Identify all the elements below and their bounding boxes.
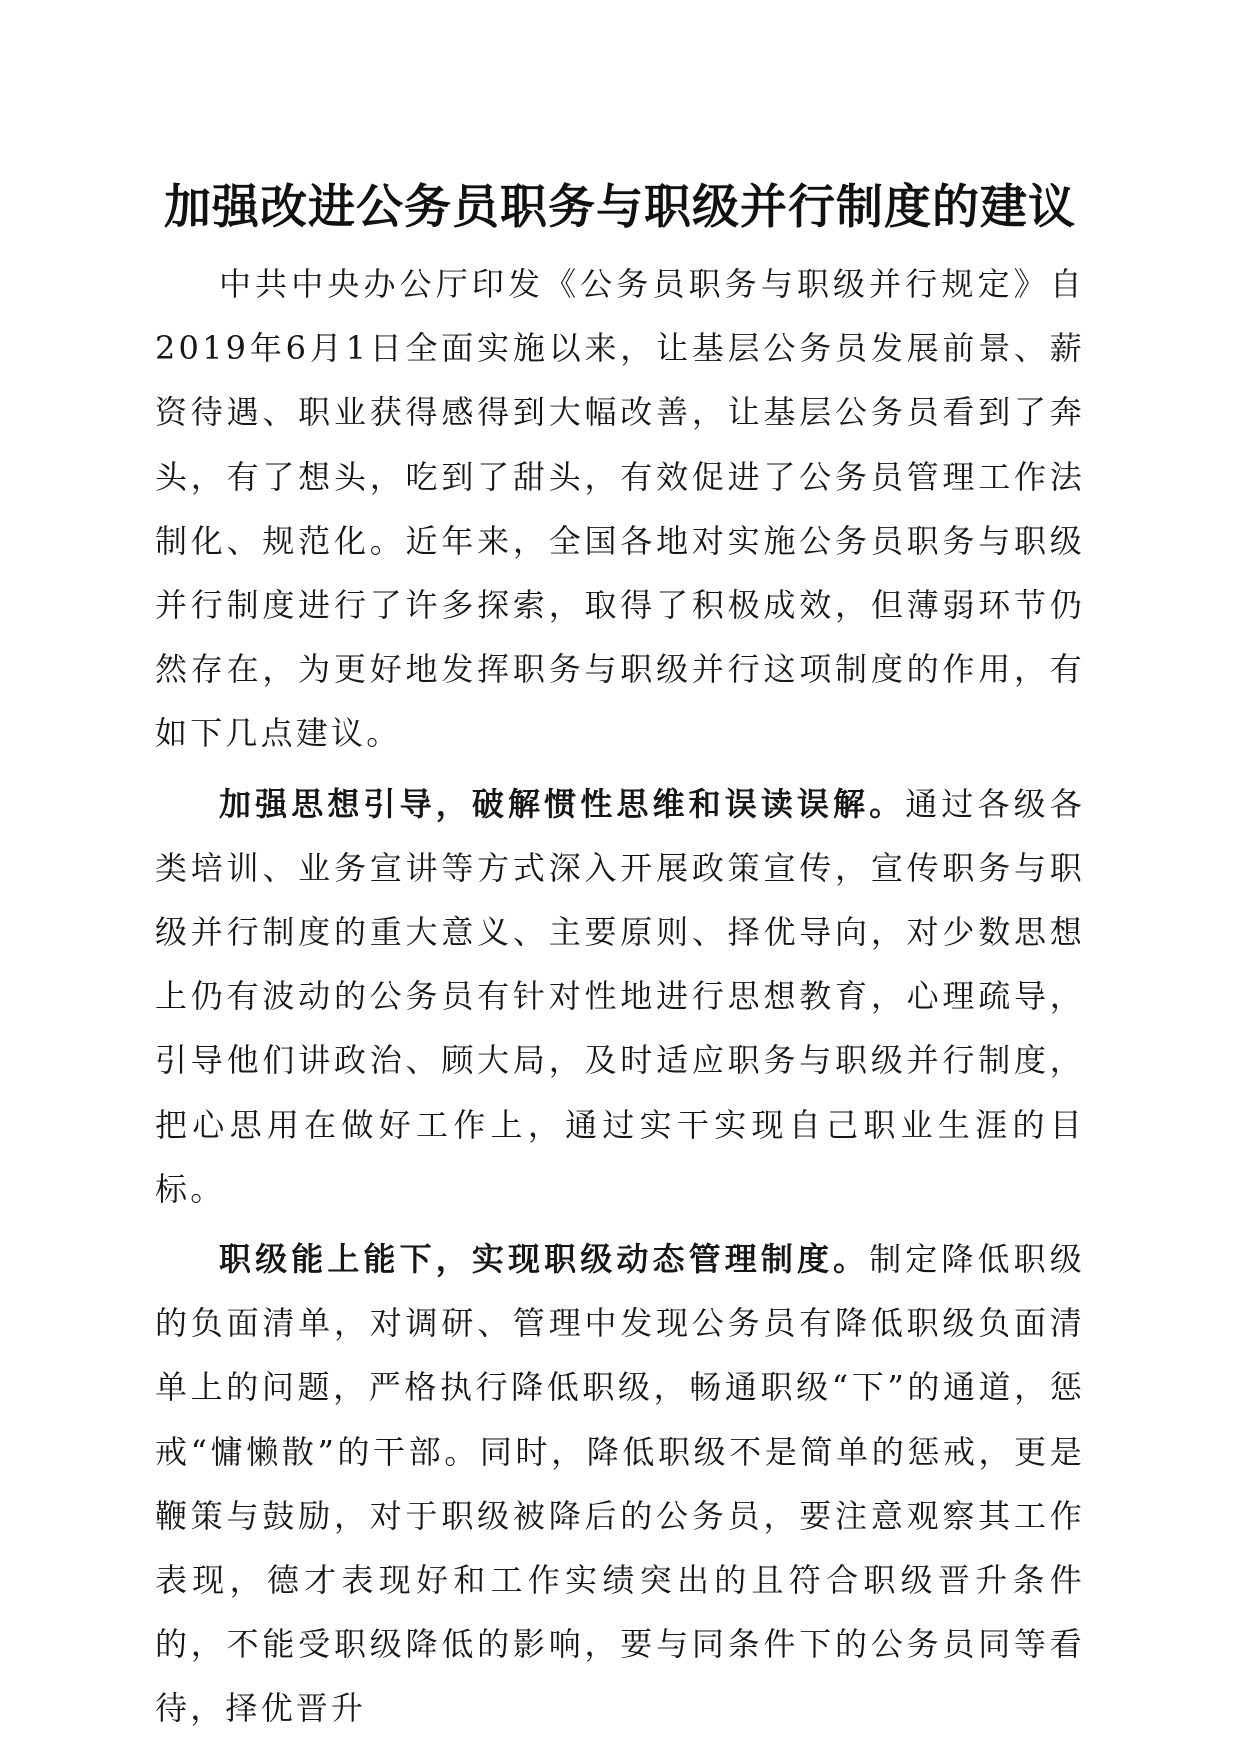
- paragraph-lead: 加强思想引导，破解惯性思维和误读误解。: [219, 784, 906, 823]
- intro-paragraph: [155, 252, 1085, 766]
- suggestion-paragraph-ideology: [155, 772, 1085, 1221]
- document-title: 加强改进公务员职务与职级并行制度的建议: [164, 180, 1076, 235]
- paragraph-text: 通过各级各类培训、业务宣讲等方式深入开展政策宣传，宣传职务与职级并行制度的重大意义、主要原则、择优导向，对少数思想上仍有波动的公务员有针对性地进行思想教育，心理疏导，引导他们讲政治、顾大局，及时适应职务与职级并行制度，把心思用在做好工作上，通过实干实现自己职业生涯的目标。: [155, 784, 1085, 1208]
- suggestion-paragraph-rank-management: [155, 1227, 1085, 1741]
- paragraph-text: 中共中央办公厅印发《公务员职务与职级并行规定》自2019年6月1日全面实施以来，让基层公务员发展前景、薪资待遇、职业获得感得到大幅改善，让基层公务员看到了奔头，有了想头，吃到了甜头，有效促进了公务员管理工作法制化、规范化。近年来，全国各地对实施公务员职务与职级并行制度进行了许多探索，取得了积极成效，但薄弱环节仍然存在，为更好地发挥职务与职级并行这项制度的作用，有如下几点建议。: [155, 265, 1085, 753]
- paragraph-text: 制定降低职级的负面清单，对调研、管理中发现公务员有降低职级负面清单上的问题，严格执行降低职级，畅通职级“下”的通道，惩戒“慵懒散”的干部。同时，降低职级不是简单的惩戒，更是鞭策与鼓励，对于职级被降后的公务员，要注意观察其工作表现，德才表现好和工作实绩突出的且符合职级晋升条件的，不能受职级降低的影响，要与同条件下的公务员同等看待，择优晋升: [155, 1240, 1085, 1728]
- paragraph-lead: 职级能上能下，实现职级动态管理制度。: [219, 1240, 870, 1279]
- document-body: [155, 252, 1085, 1741]
